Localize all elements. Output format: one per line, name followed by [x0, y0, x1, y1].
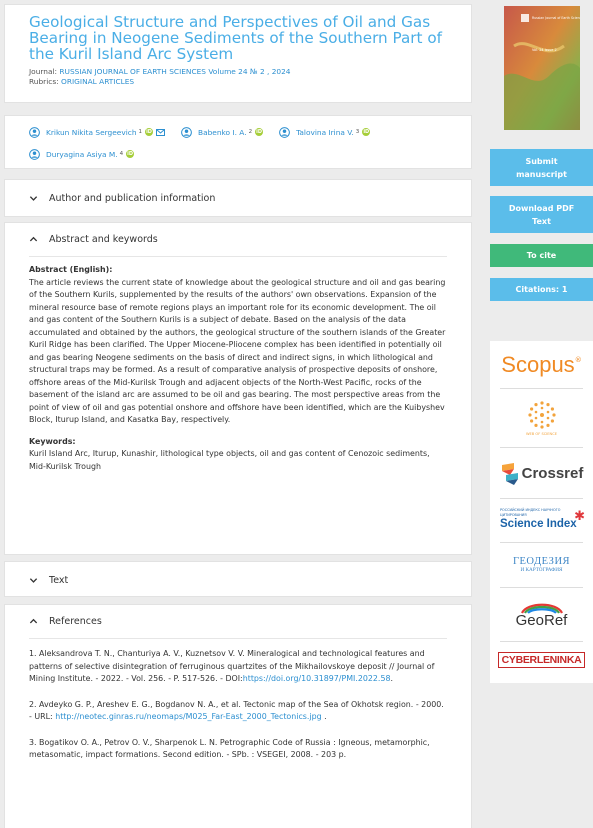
reference-text: 1. Aleksandrova T. N., Chanturiya A. V., Kuznetsov V. V. Mineralogical and technological features and patterns of selective disintegration of ferruginous quartzites of the Mikhailovskoye deposit // Journal of Mining Institute. - 2022. - Vol. 256. - P. 517-526. - DOI:	[29, 649, 435, 683]
author-item[interactable]	[181, 125, 263, 139]
section-title: Text	[49, 574, 69, 586]
reference-text: 3. Bogatikov O. A., Petrov O. V., Sharpenok L. N. Petrographic Code of Russia : Igneous, metamorphic, metasomatic, impact formations. Second edition. - SPb. : VSEGEI, 2008. - 203 p.	[29, 737, 430, 759]
reference-item	[29, 648, 447, 686]
abstract-toggle[interactable]	[29, 223, 447, 257]
web-of-science-text: WEB OF SCIENCE	[525, 432, 558, 436]
journal-label: Journal:	[29, 67, 58, 76]
rubric-link[interactable]: ORIGINAL ARTICLES	[61, 77, 135, 86]
crossref-logo-text: Crossref	[521, 464, 584, 482]
journal-cover[interactable]	[504, 6, 580, 130]
submit-manuscript-button[interactable]	[490, 149, 593, 186]
abstract-text: The article reviews the current state of knowledge about the geological structure and oil and gas bearing of the Southern Kurils, supplemented by the results of the authors' own observations. Expansion of the mineral resource base of remote regions plays an important role for its economic development. The oil and gas content of the Southern Kurils is a subject of debate. Based on the analysis of the data accumulated and obtained by the authors, the geological structure of the southern islands of the Greater Kuril Ridge has been clarified. The Upper Miocene-Pliocene complex has been identified in potentially oil and gas bearing Neogene sediments on the basis of direct and indirect signs, in which lithological and structural traps may be formed. As a result of comparative analysis of prospective deposits of onshore, offshore areas of the Mid-Kurilsk Trough and adjacent objects of the North-West Pacific, rocks of the basement of the island arc are assumed to be oil and gas bearing. The most perspective areas from the point of view of oil and gas potential onshore and offshore have been identified, which are the Kuibyshev Block, Iturup Island, and Kasatka Bay, respectively.	[29, 277, 446, 424]
download-pdf-button[interactable]	[490, 196, 593, 233]
keywords-label: Keywords:	[29, 436, 76, 446]
author-name[interactable]: Krikun Nikita Sergeevich	[46, 127, 137, 137]
chevron-up-icon	[29, 235, 38, 244]
science-index-logo[interactable]	[490, 504, 593, 534]
section-title: Abstract and keywords	[49, 234, 158, 245]
references-toggle[interactable]	[29, 605, 447, 639]
authors-panel	[4, 115, 472, 169]
orcid-icon[interactable]: iD	[127, 151, 133, 157]
article-header	[4, 4, 472, 103]
orcid-icon[interactable]: iD	[363, 129, 370, 135]
georef-logo[interactable]	[490, 594, 593, 634]
article-title: Geological Structure and Perspectives of Oil and Gas Bearing in Neogene Sediments of the Southern Part of the Kuril Island Arc System	[29, 13, 442, 63]
scopus-logo-text: Scopus	[501, 352, 575, 377]
author-info-toggle[interactable]	[5, 180, 471, 216]
chevron-up-icon	[29, 617, 38, 626]
references-section	[4, 604, 472, 828]
affiliation-number: 4	[119, 151, 124, 157]
author-item[interactable]	[29, 125, 165, 139]
cite-label: To cite	[526, 251, 557, 260]
author-info-section	[4, 179, 472, 217]
crossref-icon	[500, 461, 520, 485]
orcid-icon[interactable]: iD	[256, 129, 263, 135]
section-title: Author and publication information	[49, 192, 216, 204]
cover-title: Russian Journal of Earth Sciences	[532, 16, 580, 20]
chevron-down-icon	[29, 194, 38, 203]
geodesy-text: ГЕОДЕЗИЯ	[512, 555, 571, 567]
citations-button[interactable]	[490, 278, 593, 301]
cyberleninka-logo[interactable]	[490, 648, 593, 672]
citations-label: Citations: 1	[515, 285, 568, 294]
affiliation-number: 3	[355, 129, 360, 135]
abstract-section	[4, 222, 472, 555]
journal-line	[29, 67, 447, 77]
author-name[interactable]: Talovina Irina V.	[296, 127, 354, 137]
reference-item	[29, 737, 447, 762]
submit-label: Submit manuscript	[516, 156, 567, 179]
chevron-down-icon	[29, 576, 38, 585]
scopus-logo[interactable]: Scopus ®	[501, 352, 582, 377]
geodesy-logo[interactable]	[490, 548, 593, 580]
reference-item	[29, 699, 447, 724]
author-name[interactable]: Babenko I. A.	[198, 127, 247, 137]
indexing-panel	[490, 341, 593, 683]
user-icon	[279, 127, 290, 138]
georef-text: GeoRef	[515, 611, 568, 629]
reference-link[interactable]: https://doi.org/10.31897/PMI.2022.58	[242, 674, 391, 683]
user-icon	[181, 127, 192, 138]
abstract-body	[5, 257, 471, 473]
science-index-caption: РОССИЙСКИЙ ИНДЕКС НАУЧНОГО ЦИТИРОВАНИЯ	[500, 508, 561, 517]
science-index-text: Science Index	[500, 517, 577, 530]
rubric-line	[29, 77, 447, 87]
geodesy-subtitle: И КАРТОГРАФИЯ	[520, 566, 563, 573]
web-of-science-icon	[527, 400, 557, 430]
reference-link[interactable]: http://neotec.ginras.ru/neomaps/M025_Far-East_2000_Tectonics.jpg	[55, 712, 322, 721]
crossref-logo[interactable]	[490, 455, 593, 491]
mail-icon[interactable]	[156, 129, 165, 136]
keywords-text: Kuril Island Arc, Iturup, Kunashir, lithological type objects, oil and gas content of Cenozoic sediments, Mid-Kurilsk Trough	[29, 449, 430, 471]
cyberleninka-text: CYBERLENINKA	[498, 652, 586, 668]
text-section	[4, 561, 472, 597]
author-name[interactable]: Duryagina Asiya M.	[46, 149, 118, 159]
section-title: References	[49, 616, 102, 627]
download-pdf-label: Download PDF Text	[508, 203, 575, 226]
reference-suffix: .	[390, 674, 393, 683]
user-icon	[29, 127, 40, 138]
science-index-asterisk-icon: ✱	[574, 509, 585, 524]
author-item[interactable]	[29, 147, 134, 161]
user-icon	[29, 149, 40, 160]
reference-suffix: .	[321, 712, 327, 721]
text-toggle[interactable]	[5, 562, 471, 598]
web-of-science-logo[interactable]	[490, 396, 593, 440]
author-item[interactable]	[279, 125, 370, 139]
journal-issue-link[interactable]: Volume 24 № 2 , 2024	[208, 67, 291, 76]
affiliation-number: 1	[138, 129, 143, 135]
abstract-label: Abstract (English):	[29, 265, 113, 274]
reference-text: 2. Avdeyko G. P., Areshev E. G., Bogdanov N. A., et al. Tectonic map of the Sea of Okhotsk region. - 2000. - URL:	[29, 699, 444, 721]
journal-link[interactable]: RUSSIAN JOURNAL OF EARTH SCIENCES	[59, 67, 206, 76]
cover-volume: Vol. 24 Issue 2	[532, 48, 557, 52]
orcid-icon[interactable]: iD	[146, 129, 152, 135]
journal-cover-image	[504, 6, 580, 130]
affiliation-number: 2	[248, 129, 253, 135]
rubrics-label: Rubrics:	[29, 77, 59, 86]
cite-button[interactable]	[490, 244, 593, 267]
references-list	[5, 639, 471, 762]
